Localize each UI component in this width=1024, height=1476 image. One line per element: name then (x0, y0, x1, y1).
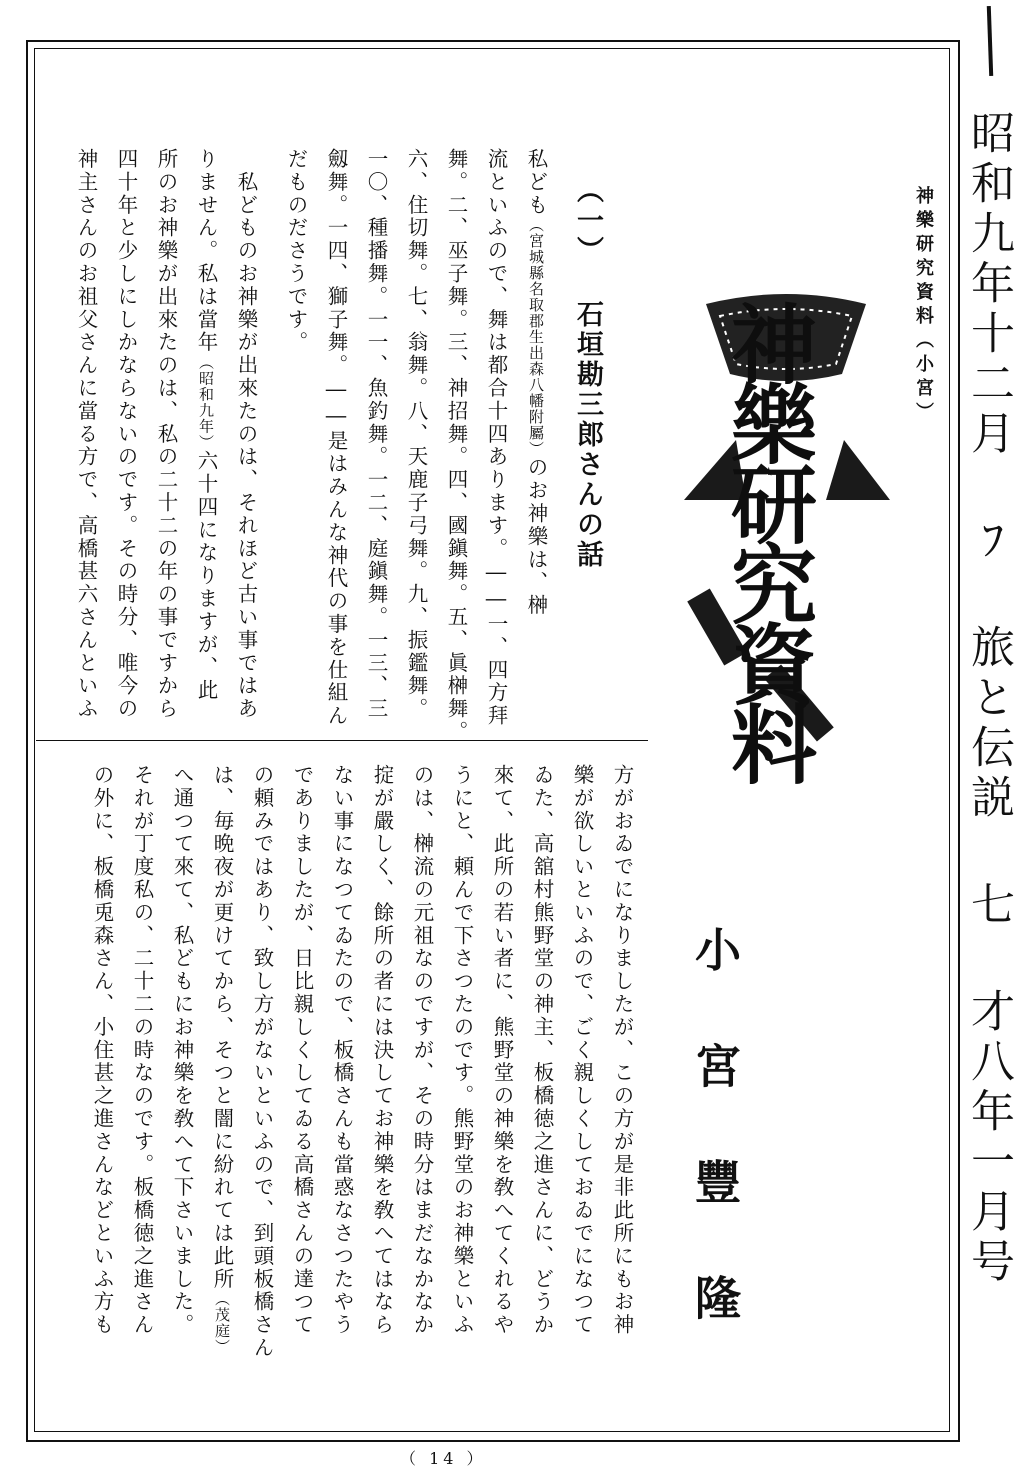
text-column: それが丁度私の、二十二の時なのです。板橋徳之進さん (130, 764, 154, 1337)
text-column: 一〇、種播舞。一一、魚釣舞。一二、庭鎭舞。一三、三 (364, 148, 388, 721)
text-column: 私どものお神樂が出來たのは、それほど古い事ではあ (234, 148, 258, 721)
article-title: 神樂研究資料 (716, 300, 817, 780)
text-column: 樂が欲しいといふので、ごく親しくしておゐでになつて (570, 764, 594, 1337)
text-column: は、毎晩夜が更けてから、そつと闇に紛れては此所（茂庭） (210, 764, 234, 1355)
column-divider (36, 740, 648, 741)
author-name: 小宮豐隆 (688, 926, 742, 1390)
text-column: 掟が嚴しく、餘所の者には決してお神樂を敎へてはなら (370, 764, 394, 1337)
text-column: うにと、頼んで下さつたのです。熊野堂のお神樂といふ (450, 764, 474, 1337)
page-number: （ 14 ） (400, 1449, 487, 1468)
text-column: でありましたが、日比親しくしてゐる高橋さんの達つて (290, 764, 314, 1337)
section-heading: （一） 石垣勘三郎さんの話 (572, 176, 603, 570)
text-column: 來て、此所の若い者に、熊野堂の神樂を敎へてくれるや (490, 764, 514, 1337)
text-column: 六、住切舞。七、翁舞。八、天鹿子弓舞。九、振鑑舞。 (404, 148, 428, 721)
text-column: 四十年と少しにしかならないのです。その時分、唯今の (114, 148, 138, 721)
handwritten-bar-mark (987, 6, 993, 76)
text-column: の外に、板橋兎森さん、小住甚之進さんなどといふ方も (90, 764, 114, 1337)
text-column: 私ども（宮城縣名取郡生出森八幡附屬）のお神樂は、榊 (524, 148, 548, 618)
handwritten-note: 昭和九年十二月 ﾌ 旅と伝説 七 才八年一月号 (963, 110, 1014, 1288)
text-column: ない事になつてゐたので、板橋さんも當惑なさつたやう (330, 764, 354, 1337)
text-column: のは、榊流の元祖なのですが、その時分はまだなかなか (410, 764, 434, 1337)
text-column: の頼みではあり、致し方がないといふので、到頭板橋さん (250, 764, 274, 1360)
text-column: 神主さんのお祖父さんに當る方で、高橋甚六さんといふ (74, 148, 98, 721)
text-column: りません。私は當年（昭和九年）六十四になりますが、此 (194, 148, 218, 703)
text-column: 方がおゐでになりましたが、この方が是非此所にもお神 (610, 764, 634, 1337)
text-column: ゐた、高舘村熊野堂の神主、板橋徳之進さんに、どうか (530, 764, 554, 1337)
text-column: だものださうです。 (284, 148, 308, 355)
text-column: 所のお神樂が出來たのは、私の二十二の年の事ですから (154, 148, 178, 721)
text-column: 劔舞。一四、獅子舞。――是はみんな神代の事を仕組ん (324, 148, 348, 728)
text-column: 舞。二、巫子舞。三、神招舞。四、國鎭舞。五、眞榊舞。 (444, 148, 468, 744)
text-column: 流といふので、舞は都合十四あります。――一、四方拜 (484, 148, 508, 728)
text-column: へ通つて來て、私どもにお神樂を敎へて下さいました。 (170, 764, 194, 1337)
running-head: 神樂研究資料（小宮） (913, 186, 934, 426)
